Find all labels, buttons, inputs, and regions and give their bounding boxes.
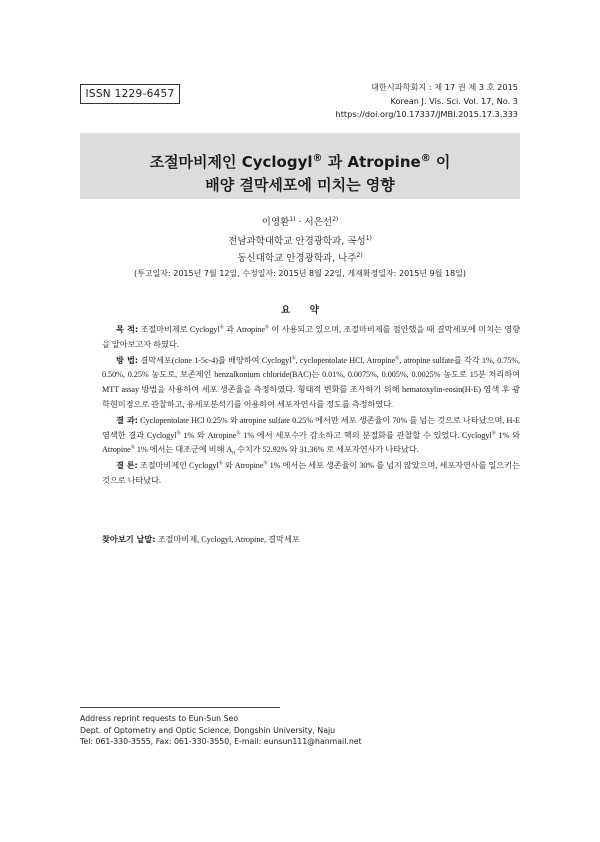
footnote-divider [80, 707, 280, 708]
subscript: 0 [232, 451, 235, 458]
conclusion-text: 1% 에서는 세포 생존율이 30% 를 넘지 않았으며, 세포자연사를 일으키는 것으로 나타났다. [102, 461, 520, 485]
author-2-affil-mark: 2) [332, 215, 339, 223]
methods-label: 방 법: [116, 354, 139, 365]
results-text: 1% 와 Atropine [180, 430, 237, 440]
title-part-a: 조절마비제인 Cyclogyl [149, 153, 313, 171]
conclusion-label: 결 론: [116, 460, 138, 471]
registered-mark: ® [263, 460, 268, 467]
journal-info [336, 81, 518, 122]
keywords-label: 찾아보기 낱말: [102, 534, 156, 544]
results-text: 1% 에서 세포수가 감소하고 핵의 분절화를 관찰할 수 있었다. Cyclogyl [240, 430, 492, 440]
author-2: · 서은선 [295, 217, 333, 228]
results-label: 결 과: [116, 414, 138, 425]
purpose-text: 과 Atropine [223, 325, 265, 334]
results-text: 1% 에서는 대조군에 비해 A [134, 445, 233, 455]
registered-mark: ® [218, 460, 223, 467]
affiliation-2-text: 동신대학교 안경광학과, 나주 [237, 253, 357, 264]
methods-text: , cyclopentolate HCl, Atropine [295, 355, 396, 365]
registered-mark: ® [312, 153, 323, 164]
registered-mark: ® [176, 429, 181, 436]
abstract-body [102, 322, 520, 489]
registered-mark: ® [236, 429, 241, 436]
abstract-methods [102, 353, 520, 413]
keywords-terms: 조절마비제, Cyclogyl, Atropine, 결막세포 [155, 535, 300, 544]
title-line-2: 배양 결막세포에 미치는 영향 [205, 176, 395, 194]
registered-mark: ® [219, 324, 224, 331]
methods-text: , atropine sulfate를 각각 1%, 0.75%, 0.50%, 0.25% 농도로, 보존제인 benzalkonium chloride(BAC)는 0.01%, 0.0075%, 0.005%, 0.0025% 농도로 15분 처리하여 MTT assay 방법을 사용하여 세포 생존율을 측정하였다. 형태적 변화를 조사하기 위해 hematoxylin-eosin(H-E) 염색 후 광학현미경으로 관찰하고, 유세포분석기를 이용하여 세포자연사를 정도를 측정하였다. [102, 355, 521, 409]
results-text: 1% 와 Atropine [102, 430, 520, 455]
affiliation-1-mark: 1) [365, 234, 372, 242]
affiliation-1 [0, 233, 600, 247]
registered-mark: ® [291, 354, 296, 361]
issn-box [80, 84, 180, 104]
abstract-purpose [102, 322, 520, 353]
abstract-conclusion [102, 458, 520, 489]
title-part-c: 이 [430, 153, 451, 171]
conclusion-text: 조절마비제인 Cyclogyl [137, 461, 219, 471]
author-names [0, 214, 600, 228]
affiliation-1-text: 전남과학대학교 안경광학과, 곡성 [228, 236, 366, 247]
author-1-affil-mark: 1) [289, 215, 296, 223]
journal-korean: 대한시과학회지 : 제 17 권 제 3 호 2015 [370, 82, 518, 92]
correspondence-footnote [80, 713, 362, 748]
footnote-line-2: Dept. of Optometry and Optic Science, Dongshin University, Naju [80, 725, 336, 735]
submission-dates: (투고일자: 2015년 7월 12일, 수정일자: 2015년 8월 22일, 게재확정일자: 2015년 9월 18일) [133, 269, 466, 278]
registered-mark: ® [491, 429, 496, 436]
registered-mark: ® [264, 324, 270, 331]
title-part-b: 과 Atropine [322, 153, 421, 171]
title-line-1 [0, 151, 600, 172]
keywords [102, 532, 520, 547]
author-1: 이영환 [261, 217, 290, 228]
abstract-results [102, 413, 520, 458]
abstract-heading: 요 약 [281, 305, 327, 316]
conclusion-text: 와 Atropine [222, 461, 264, 471]
purpose-label: 목 적: [116, 324, 139, 334]
purpose-text: 조절마비제로 Cyclogyl [138, 325, 220, 334]
affiliation-2 [0, 250, 600, 264]
results-text: Cyclopentolate HCl 0.25% 와 atropine sulfate 0.25% 에서만 세포 생존율이 70% 를 넘는 것으로 나타났으며, H-E 염색한 결과 Cyclogyl [102, 415, 520, 440]
footnote-line-1: Address reprint requests to Eun-Sun Seo [80, 714, 239, 723]
purpose-text: 이 사용되고 있으며, 조절마비제를 점안했을 때 결막세포에 미치는 영향을 알아보고자 하였다. [102, 325, 520, 349]
registered-mark: ® [130, 444, 135, 451]
issn-text: ISSN 1229-6457 [85, 88, 175, 100]
registered-mark: ® [395, 354, 400, 361]
footnote-line-3: Tel: 061-330-3555, Fax: 061-330-3550, E-mail: eunsun111@hanmail.net [80, 737, 362, 746]
affiliation-2-mark: 2) [356, 251, 363, 259]
registered-mark: ® [420, 153, 431, 164]
methods-text: 결막세포(clone 1-5c-4)를 배양하여 Cyclogyl [138, 355, 292, 365]
journal-english: Korean J. Vis. Sci. Vol. 17, No. 3 [390, 95, 518, 106]
results-text: 수치가 52.92% 와 31.36% 로 세포자연사가 나타났다. [234, 445, 419, 455]
doi-link[interactable]: https://doi.org/10.17337/JMBI.2015.17.3.333 [335, 109, 518, 119]
